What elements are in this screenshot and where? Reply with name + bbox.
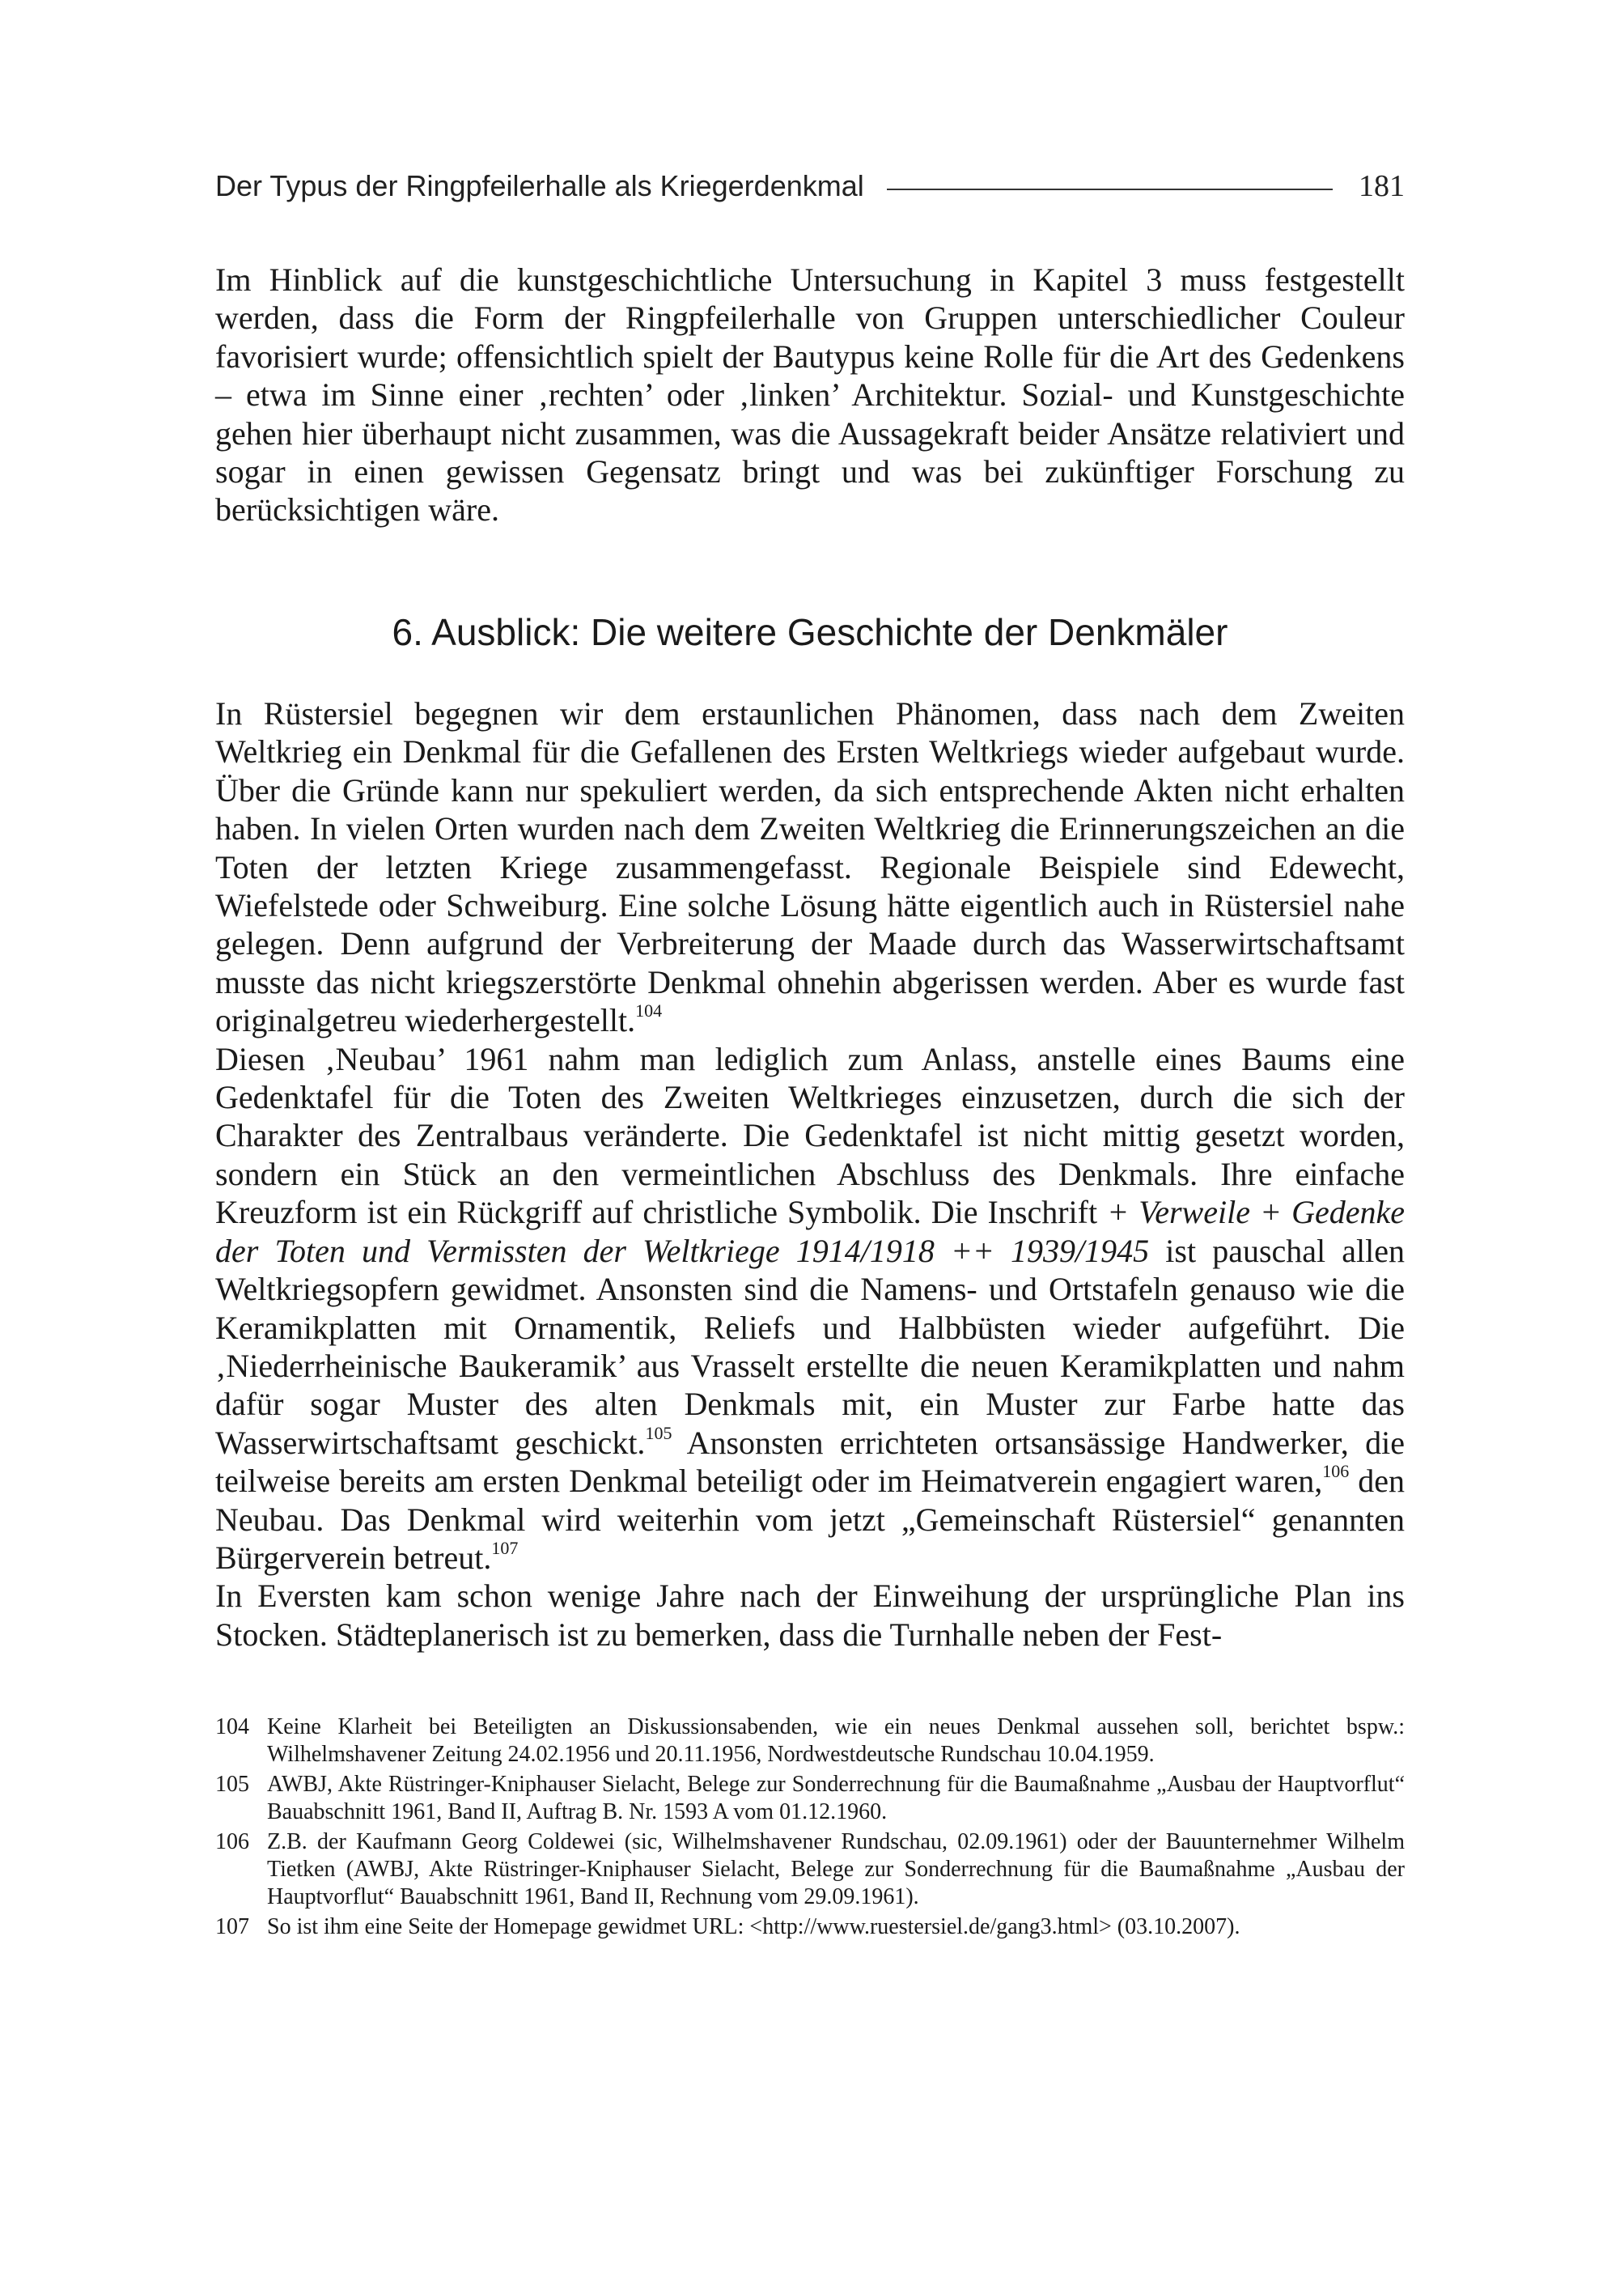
footnotes (215, 1713, 1405, 1944)
inscription-text: + Verweile + Gedenke der Toten und Vermissten der Weltkriege 1914/1918 ++ 1939/1945 (215, 1194, 1405, 1269)
header-rule (887, 189, 1333, 190)
footnote-text: Keine Klarheit bei Beteiligten an Diskussionsabenden, wie ein neues Denkmal aussehen soll, berichtet bspw.: Wilhelmshavener Zeitung 24.02.1956 und 20.11.1956, Nordwestdeutsche Rundschau 10.04.1959. (267, 1714, 1405, 1767)
footnote-number: 105 (215, 1772, 249, 1798)
paragraph-conclusion: Im Hinblick auf die kunstgeschichtliche Untersuchung in Kapitel 3 muss festgestellt werden, dass die Form der Ringpfeilerhalle von Gruppen unterschiedlicher Couleur favorisiert wurde; offensichtlich spielt der Bautypus keine Rolle für die Art des Gedenkens – etwa im Sinne einer ‚rechten’ oder ‚linken’ Architektur. Sozial- und Kunstgeschichte gehen hier überhaupt nicht zusammen, was die Aussagekraft beider Ansätze relativiert und sogar in einen gewissen Gegensatz bringt und was bei zukünftiger Forschung zu berücksichtigen wäre. (215, 261, 1405, 529)
footnote-number: 104 (215, 1714, 249, 1739)
footnote-text: So ist ihm eine Seite der Homepage gewidmet URL: <http://www.ruestersiel.de/gang3.html> (03.10.2007). (267, 1914, 1240, 1940)
page-number: 181 (1359, 169, 1405, 203)
footnote-107 (215, 1913, 1405, 1941)
footnote-number: 107 (215, 1914, 249, 1940)
text-segment: den Neubau. Das Denkmal wird weiterhin vom jetzt „Gemeinschaft Rüstersiel“ genannten Bürgerverein betreut. (215, 1463, 1405, 1576)
paragraph-outlook (215, 694, 1405, 1654)
footnote-ref-104[interactable]: 104 (635, 1000, 663, 1021)
footnote-ref-107[interactable]: 107 (491, 1537, 519, 1558)
footnote-text: Z.B. der Kaufmann Georg Coldewei (sic, Wilhelmshavener Rundschau, 02.09.1961) oder der Bauunternehmer Wilhelm Tietken (AWBJ, Akte Rüstringer-Kniphauser Sielacht, Belege zur Sonderrechnung für die Baumaßnahme „Ausbau der Hauptvorflut“ Bauabschnitt 1961, Band II, Rechnung vom 29.09.1961). (267, 1829, 1405, 1909)
text-segment: In Eversten kam schon wenige Jahre nach der Einweihung der ursprüngliche Plan ins Stocken. Städteplanerisch ist zu bemerken, dass die Turnhalle neben der Fest- (215, 1577, 1405, 1653)
footnote-106 (215, 1828, 1405, 1910)
text-segment: Diesen ‚Neubau’ 1961 nahm man lediglich zum Anlass, anstelle eines Baums eine Gedenktafel für die Toten des Zweiten Weltkrieges einzusetzen, durch die sich der Charakter des Zentralbaus veränderte. Die Gedenktafel ist nicht mittig gesetzt worden, sondern ein Stück an den vermeintlichen Abschluss des Denkmals. Ihre einfache Kreuzform ist ein Rückgriff auf christliche Symbolik. Die Inschrift (215, 1040, 1405, 1231)
running-header (215, 162, 1405, 210)
footnote-ref-105[interactable]: 105 (645, 1422, 672, 1443)
text-segment: Ansonsten errichteten ortsansässige Handwerker, die teilweise bereits am ersten Denkmal beteiligt oder im Heimatverein engagiert waren, (215, 1424, 1405, 1500)
footnote-ref-106[interactable]: 106 (1322, 1461, 1350, 1482)
footnote-104 (215, 1713, 1405, 1768)
text-segment: In Rüstersiel begegnen wir dem erstaunlichen Phänomen, dass nach dem Zweiten Weltkrieg ein Denkmal für die Gefallenen des Ersten Weltkriegs wieder aufgebaut wurde. Über die Gründe kann nur spekuliert werden, da sich entsprechende Akten nicht erhalten haben. In vielen Orten wurden nach dem Zweiten Weltkrieg die Erinnerungszeichen an die Toten der letzten Kriege zusammengefasst. Regionale Beispiele sind Edewecht, Wiefelstede oder Schweiburg. Eine solche Lösung hätte eigentlich auch in Rüstersiel nahe gelegen. Denn aufgrund der Verbreiterung der Maade durch das Wasserwirtschaftsamt musste das nicht kriegszerstörte Denkmal ohnehin abgerissen werden. Aber es wurde fast originalgetreu wiederhergestellt. (215, 695, 1405, 1039)
section-heading: 6. Ausblick: Die weitere Geschichte der Denkmäler (392, 611, 1228, 653)
running-title: Der Typus der Ringpfeilerhalle als Kriegerdenkmal (215, 169, 864, 202)
footnote-105 (215, 1771, 1405, 1825)
footnote-number: 106 (215, 1829, 249, 1855)
text-segment: ist pauschal allen Weltkriegsopfern gewidmet. Ansonsten sind die Namens- und Ortstafeln genauso wie die Keramikplatten mit Ornamentik, Reliefs und Halbbüsten wieder aufgeführt. Die ‚Niederrheinische Baukeramik’ aus Vrasselt erstellte die neuen Keramikplatten und nahm dafür sogar Muster des alten Denkmals mit, ein Muster zur Farbe hatte das Wasserwirtschaftsamt geschickt. (215, 1232, 1406, 1461)
footnote-text: AWBJ, Akte Rüstringer-Kniphauser Sielacht, Belege zur Sonderrechnung für die Baumaßnahme „Ausbau der Hauptvorflut“ Bauabschnitt 1961, Band II, Auftrag B. Nr. 1593 A vom 01.12.1960. (267, 1772, 1405, 1824)
